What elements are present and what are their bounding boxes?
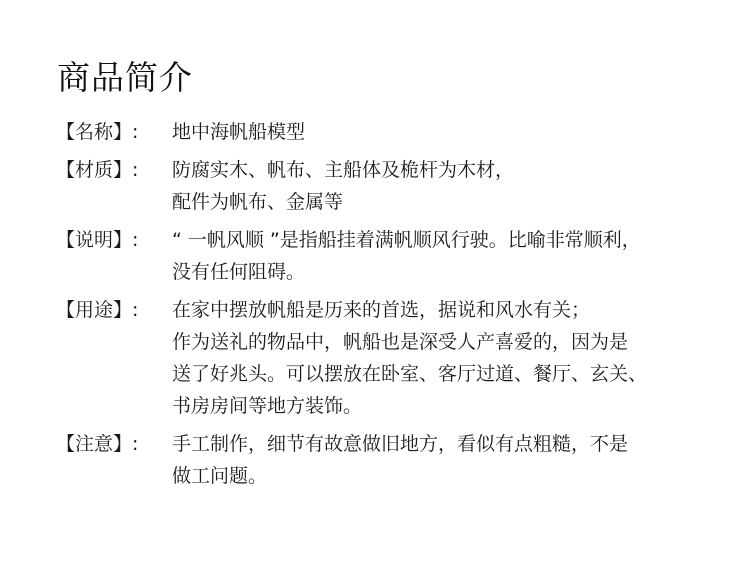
info-value — [172, 294, 746, 422]
info-row-notice — [56, 428, 746, 492]
info-line: 没有任何阻碍。 — [172, 261, 306, 283]
info-line: 送了好兆头。可以摆放在卧室、客厅过道、餐厅、玄关、 — [172, 363, 648, 385]
info-label: 【说明】: — [56, 229, 139, 251]
info-line: 地中海帆船模型 — [172, 121, 306, 143]
info-line: 作为送礼的物品中，帆船也是深受人产喜爱的，因为是 — [172, 331, 629, 353]
info-value — [172, 428, 746, 492]
info-label: 【用途】: — [56, 299, 139, 321]
info-line: 防腐实木、帆布、主船体及桅杆为木材， — [172, 159, 515, 181]
info-line: 配件为帆布、金属等 — [172, 191, 344, 213]
info-line: 书房房间等地方装饰。 — [172, 395, 363, 417]
info-label: 【注意】: — [56, 433, 139, 455]
info-label: 【材质】: — [56, 159, 139, 181]
info-line: 做工问题。 — [172, 465, 268, 487]
product-info-list — [56, 116, 746, 492]
info-label: 【名称】: — [56, 121, 139, 143]
info-line: “ 一帆风顺 ”是指船挂着满帆顺风行驶。比喻非常顺利， — [172, 229, 641, 251]
info-row-name — [56, 116, 746, 148]
info-value — [172, 154, 746, 218]
info-row-description — [56, 224, 746, 288]
info-row-material — [56, 154, 746, 218]
info-value — [172, 224, 746, 288]
info-row-usage — [56, 294, 746, 422]
info-line: 在家中摆放帆船是历来的首选，据说和风水有关； — [172, 299, 591, 321]
page-title: 商品简介 — [57, 58, 193, 97]
info-value — [172, 116, 746, 148]
info-line: 手工制作，细节有故意做旧地方，看似有点粗糙，不是 — [172, 433, 629, 455]
